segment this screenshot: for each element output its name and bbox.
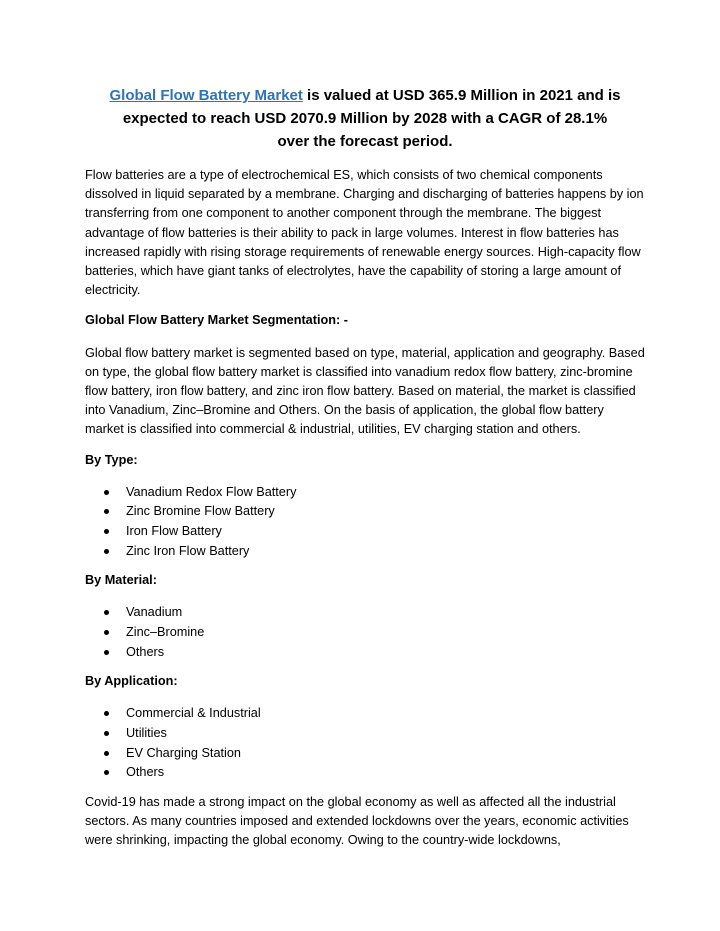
list-item: Vanadium xyxy=(85,603,645,623)
headline-line3: over the forecast period. xyxy=(277,133,453,150)
headline-line1-rest: is valued at USD 365.9 Million in 2021 and is xyxy=(302,87,621,104)
segmentation-paragraph: Global flow battery market is segmented based on type, material, application and geography. Based on type, the global flow battery market is classified into vanadium redox flow battery, zinc-bromine flow battery, iron flow battery, and zinc iron flow battery. Based on material, the market is classified into Vanadium, Zinc–Bromine and Others. On the basis of application, the global flow battery market is classified into commercial & industrial, utilities, EV charging station and others. xyxy=(85,345,645,437)
headline-line2: expected to reach USD 2070.9 Million by 2028 with a CAGR of 28.1% xyxy=(122,110,608,127)
list-item: Zinc Bromine Flow Battery xyxy=(85,502,645,522)
by-material-list xyxy=(85,603,645,662)
market-link[interactable]: Global Flow Battery Market xyxy=(109,87,303,104)
list-item: Others xyxy=(85,763,645,783)
by-application-list xyxy=(85,704,645,782)
headline xyxy=(85,84,645,153)
segmentation-title: Global Flow Battery Market Segmentation: - xyxy=(85,313,348,328)
intro-paragraph: Flow batteries are a type of electrochemical ES, which consists of two chemical components dissolved in liquid separated by a membrane. Charging and discharging of batteries happens by ion transferring from one component to another component through the membrane. The biggest advantage of flow batteries is their ability to pack in large volumes. Interest in flow batteries has increased rapidly with rising storage requirements of renewable energy sources. High-capacity flow batteries, which have giant tanks of electrolytes, have the capability of storing a large amount of electricity. xyxy=(85,168,644,298)
list-item: Others xyxy=(85,643,645,663)
list-item: EV Charging Station xyxy=(85,744,645,764)
list-item: Zinc–Bromine xyxy=(85,623,645,643)
list-item: Zinc Iron Flow Battery xyxy=(85,542,645,562)
document-content xyxy=(85,84,645,861)
list-item: Commercial & Industrial xyxy=(85,704,645,724)
by-material-label: By Material: xyxy=(85,573,157,588)
list-item: Utilities xyxy=(85,724,645,744)
by-application-label: By Application: xyxy=(85,674,178,689)
by-type-label: By Type: xyxy=(85,452,138,467)
covid-paragraph: Covid-19 has made a strong impact on the global economy as well as affected all the industrial sectors. As many countries imposed and extended lockdowns over the years, economic activities were shrinking, impacting the global economy. Owing to the country-wide lockdowns, xyxy=(85,794,629,848)
by-type-list xyxy=(85,483,645,561)
list-item: Vanadium Redox Flow Battery xyxy=(85,483,645,503)
list-item: Iron Flow Battery xyxy=(85,522,645,542)
